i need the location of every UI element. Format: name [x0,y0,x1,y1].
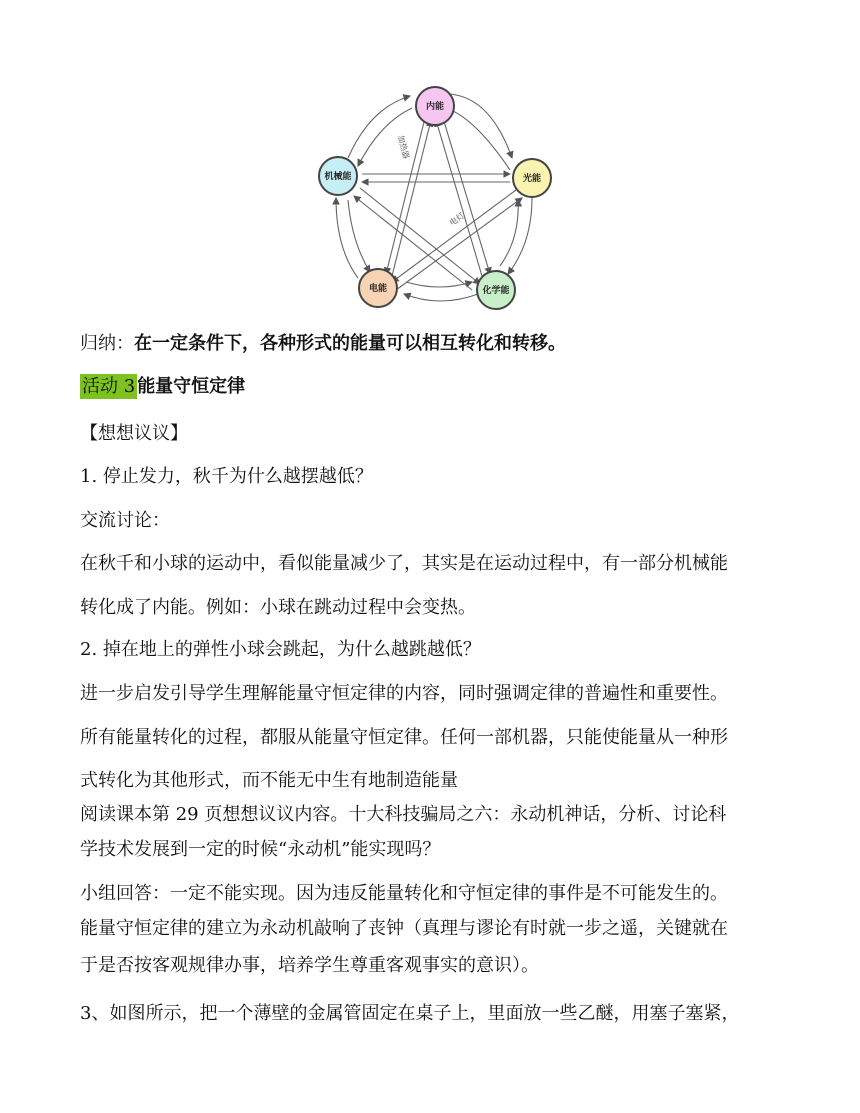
svg-text:机械能: 机械能 [324,172,352,182]
discussion-label: 交流讨论： [80,510,170,531]
activity-title: 能量守恒定律 [137,376,246,397]
inner-arrows [354,118,522,290]
summary-line [80,333,566,355]
activity-tag: 活动 3 [82,376,136,397]
node-chemical-energy [477,271,515,309]
paragraph-2-line-1: 进一步启发引导学生理解能量守恒定律的内容，同时强调定律的普遍性和重要性。 [80,683,728,704]
activity-heading [80,376,245,398]
svg-text:电能: 电能 [368,284,388,294]
node-internal-energy [416,87,454,125]
paragraph-3-line-2: 学技术发展到一定的时候“永动机”能实现吗？ [80,839,441,860]
paragraph-2-line-2: 所有能量转化的过程，都服从能量守恒定律。任何一部机器，只能使能量从一种形 [80,727,728,748]
node-electric-energy [359,269,397,307]
section-heading: 【想想议议】 [80,423,188,444]
paragraph-4-line-2: 能量守恒定律的建立为永动机敲响了丧钟（真理与谬论有时就一步之遥，关键就在 [80,918,728,939]
node-mechanical-energy [319,157,357,195]
paragraph-4-line-1: 小组回答：一定不能实现。因为违反能量转化和守恒定律的事件是不可能发生的。 [80,883,728,904]
energy-diagram-svg [300,78,570,318]
paragraph-4-line-3: 于是否按客观规律办事，培养学生尊重客观事实的意识）。 [80,955,539,976]
svg-text:内能: 内能 [425,102,445,112]
question-1: 1. 停止发力，秋千为什么越摆越低？ [80,466,373,487]
summary-text: 在一定条件下，各种形式的能量可以相互转化和转移。 [134,333,566,354]
energy-conversion-diagram [300,78,570,318]
question-2: 2. 掉在地上的弹性小球会跳起，为什么越跳越低？ [80,639,481,660]
question-3: 3、如图所示，把一个薄壁的金属管固定在桌子上，里面放一些乙醚，用塞子塞紧， [80,1003,740,1024]
paragraph-3-line-1: 阅读课本第 29 页想想议议内容。十大科技骗局之六：永动机神话，分析、讨论科 [80,804,727,825]
svg-text:光能: 光能 [522,174,542,184]
paragraph-1-line-1: 在秋千和小球的运动中，看似能量减少了，其实是在运动过程中，有一部分机械能 [80,553,728,574]
paragraph-2-line-3: 式转化为其他形式，而不能无中生有地制造能量 [80,770,458,791]
node-light-energy [513,159,551,197]
edge-label-heater: 加热器 [396,134,411,160]
paragraph-1-line-2: 转化成了内能。例如：小球在跳动过程中会变热。 [80,597,476,618]
svg-text:化学能: 化学能 [482,286,510,296]
edge-label-lamp: 电灯 [447,210,467,228]
summary-prefix: 归纳： [80,333,134,354]
